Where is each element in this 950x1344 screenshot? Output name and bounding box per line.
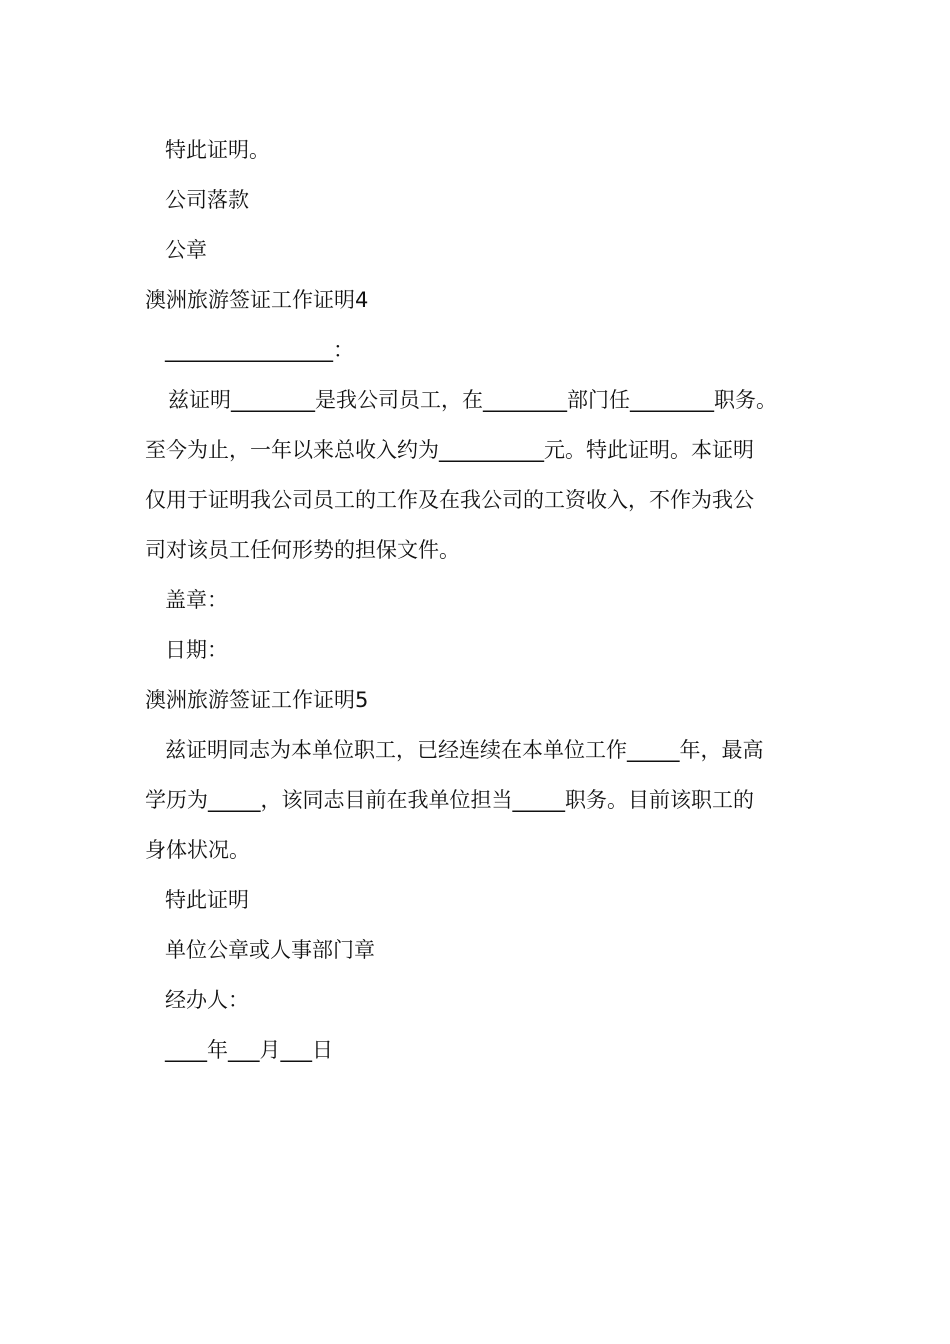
company-seal: 公章 — [165, 238, 207, 262]
certificate-paragraph-4-line-4: 司对该员工任何形势的担保文件。 — [145, 538, 460, 562]
closing-statement-1: 特此证明。 — [165, 138, 270, 162]
addressee-blank-line: ________________： — [165, 338, 354, 362]
certificate-paragraph-5-line-1: 兹证明同志为本单位职工，已经连续在本单位工作_____年，最高 — [165, 738, 764, 762]
certificate-paragraph-4-line-3: 仅用于证明我公司员工的工作及在我公司的工资收入，不作为我公 — [145, 488, 754, 512]
seal-label: 盖章： — [165, 588, 228, 612]
certificate-paragraph-4-line-1: 兹证明________是我公司员工，在________部门任________职务。 — [168, 388, 777, 412]
company-signature: 公司落款 — [165, 188, 249, 212]
certificate-paragraph-4-line-2: 至今为止，一年以来总收入约为__________元。特此证明。本证明 — [145, 438, 754, 462]
closing-statement-2: 特此证明 — [165, 888, 249, 912]
section-heading-5: 澳洲旅游签证工作证明5 — [145, 688, 369, 712]
certificate-paragraph-5-line-3: 身体状况。 — [145, 838, 250, 862]
date-blank-line: ____年___月___日 — [165, 1038, 333, 1062]
section-heading-4: 澳洲旅游签证工作证明4 — [145, 288, 369, 312]
date-label: 日期： — [165, 638, 228, 662]
handler-label: 经办人： — [165, 988, 249, 1012]
department-seal-label: 单位公章或人事部门章 — [165, 938, 375, 962]
certificate-paragraph-5-line-2: 学历为_____，该同志目前在我单位担当_____职务。目前该职工的 — [145, 788, 754, 812]
